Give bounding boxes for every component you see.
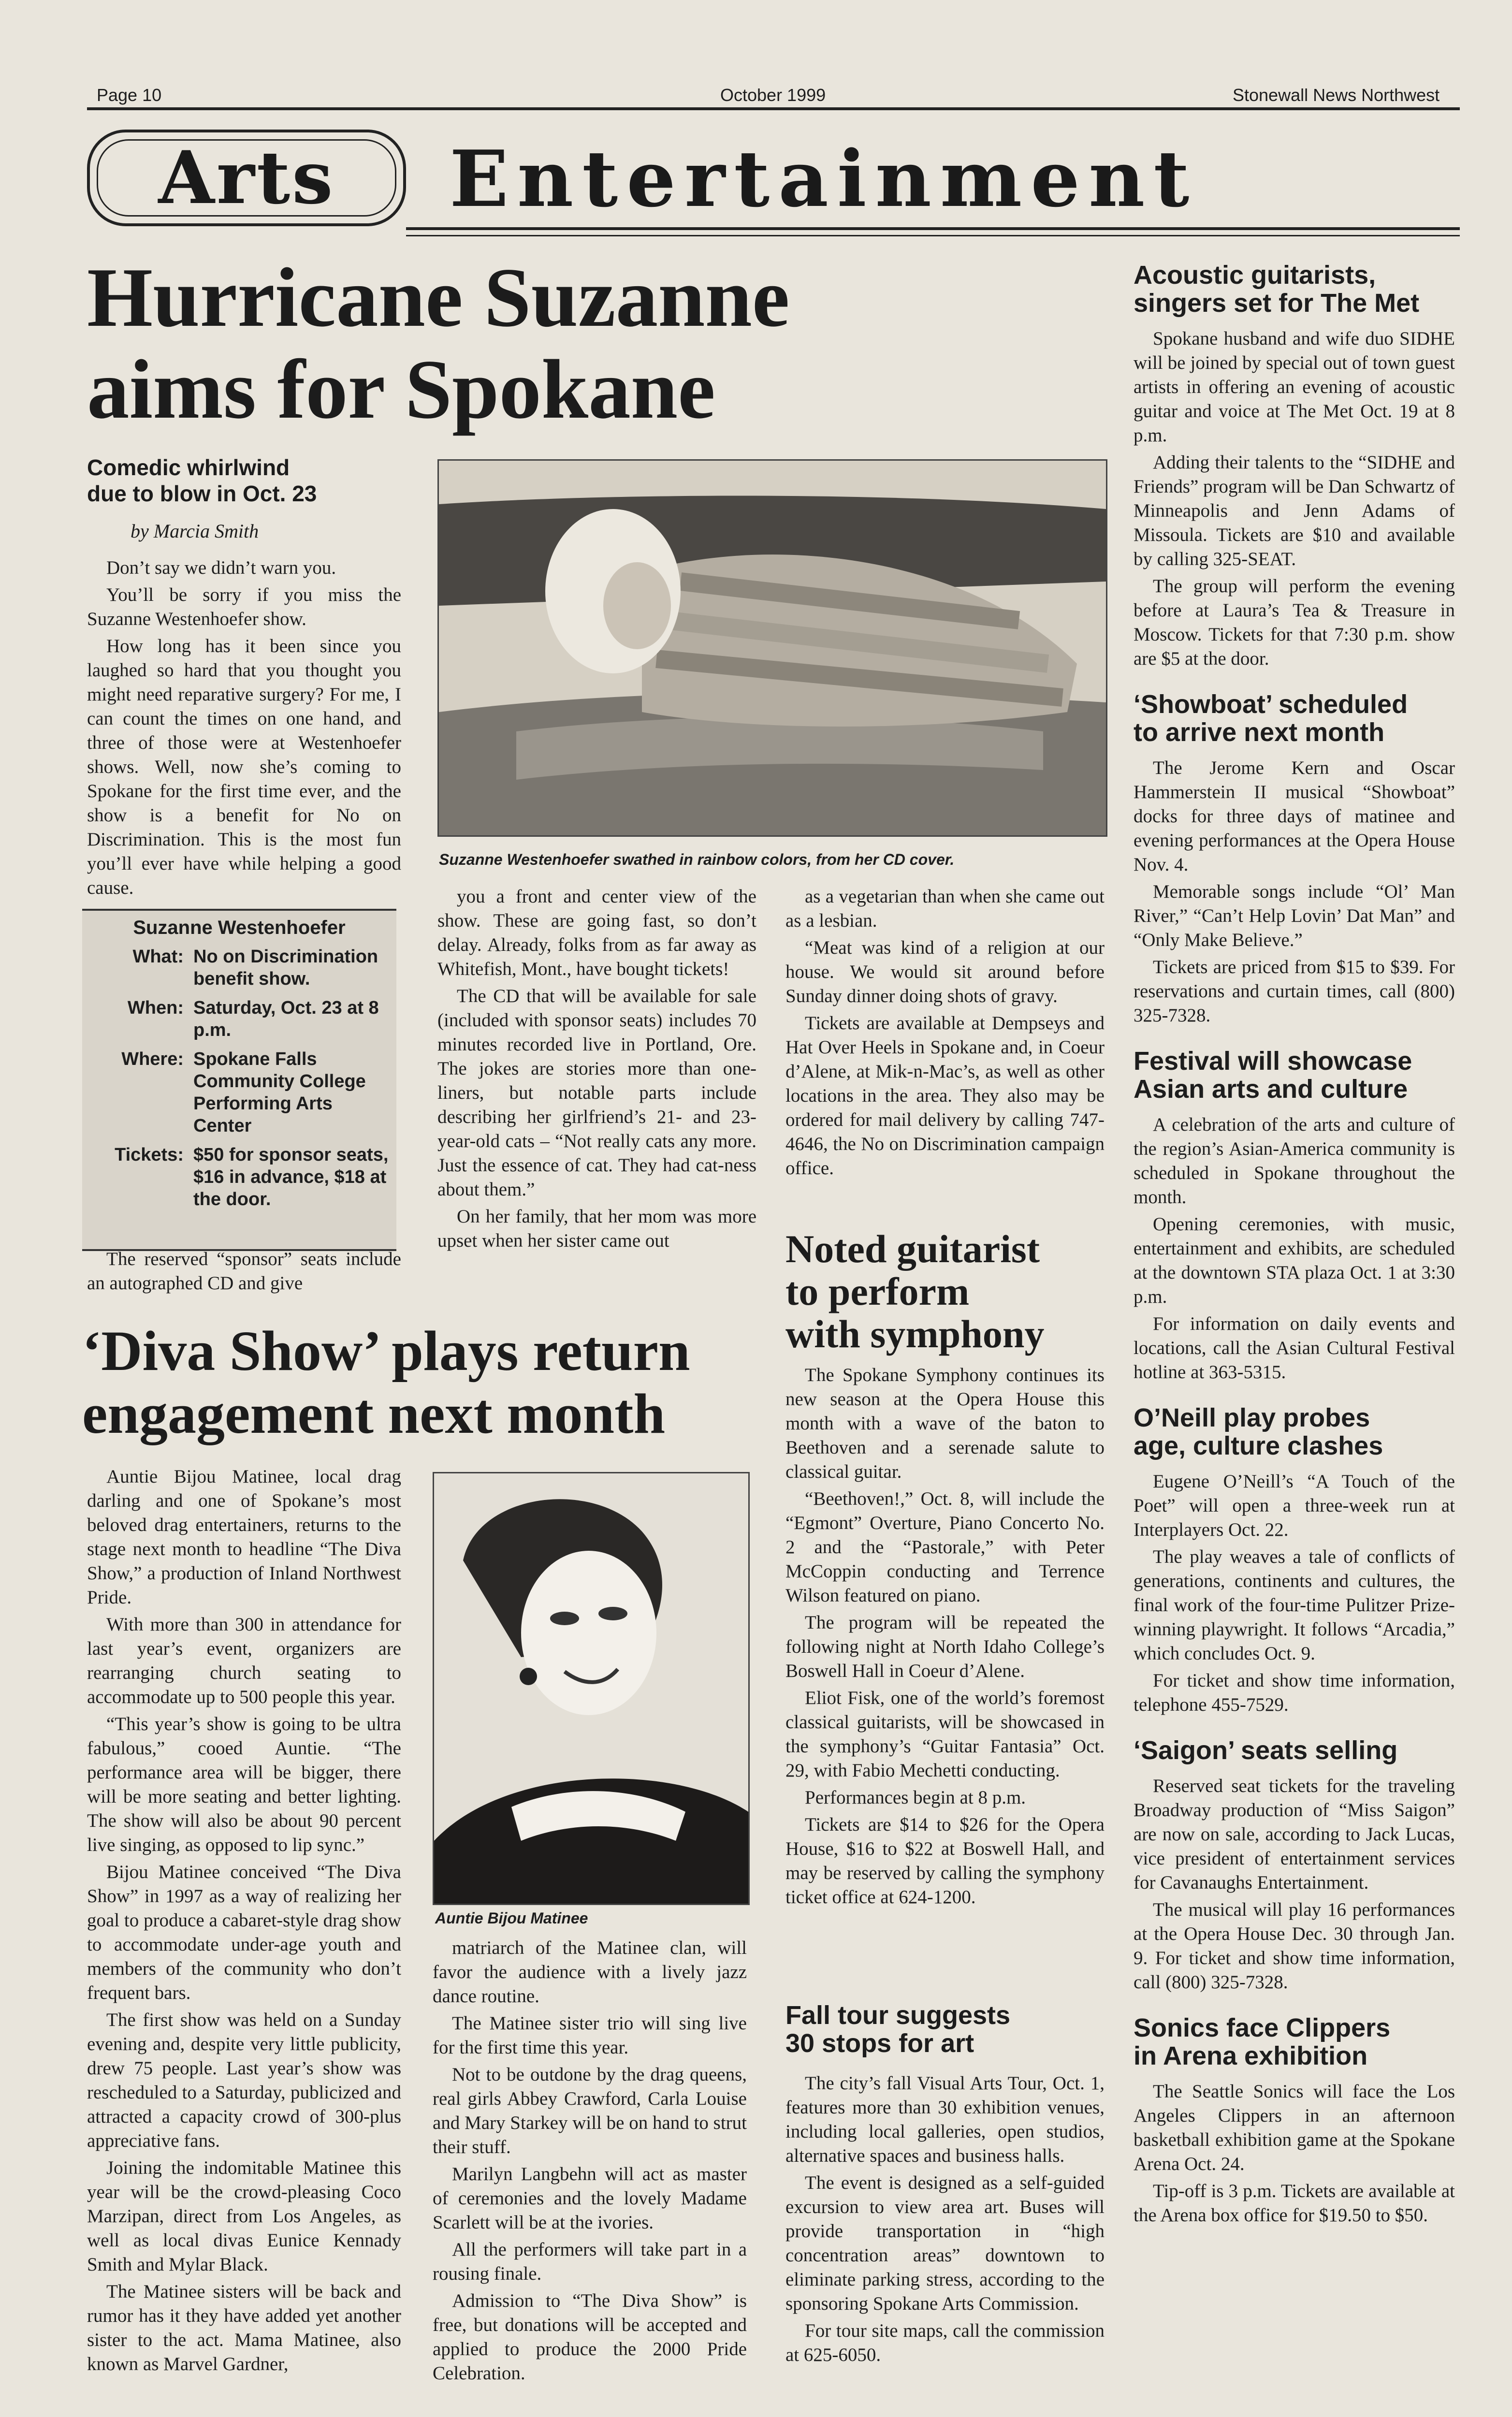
fall-tour-column (785, 2071, 1105, 2370)
paragraph: Bijou Matinee conceived “The Diva Show” in 1997 as a way of realizing her goal to produce a cabaret-style drag show to accommodate under-age youth and members of the community who don’t frequent bars. (87, 1862, 401, 2003)
lead-column-1 (87, 556, 401, 903)
paragraph: Marilyn Langbehn will act as master of ceremonies and the lovely Madame Scarlett will be at the ivories. (433, 2164, 747, 2233)
paragraph: Tickets are priced from $15 to $39. For reservations and curtain times, call (800) 325-7328. (1134, 957, 1455, 1026)
paragraph: Performances begin at 8 p.m. (805, 1787, 1026, 1808)
paragraph: Memorable songs include “Ol’ Man River,” “Can’t Help Lovin’ Dat Man” and “Only Make Believe.” (1134, 881, 1455, 950)
diva-photo-caption: Auntie Bijou Matinee (435, 1909, 588, 1927)
paragraph: Joining the indomitable Matinee this year will be the crowd-pleasing Coco Marzipan, direct from Los Angeles, as well as local divas Eunice Kennady Smith and Mylar Black. (87, 2157, 401, 2275)
paragraph: Admission to “The Diva Show” is free, but donations will be accepted and applied to produce the 2000 Pride Celebration. (433, 2290, 747, 2384)
paragraph: Spokane husband and wife duo SIDHE will be joined by special out of town guest artists in offering an evening of acoustic guitar and voice at The Met Oct. 19 at 8 p.m. (1134, 328, 1455, 446)
paragraph: Tip-off is 3 p.m. Tickets are available at the Arena box office for $19.50 to $50. (1134, 2181, 1455, 2226)
brief-headline: ‘Saigon’ seats selling (1134, 1736, 1398, 1765)
paragraph: The musical will play 16 performances at the Opera House Dec. 30 through Jan. 9. For ticket and show time information, call (800) 325-7328. (1134, 1899, 1455, 1993)
brief-headline: Acoustic guitarists, singers set for The Met (1134, 261, 1420, 318)
paragraph: Opening ceremonies, with music, entertainment and exhibits, are scheduled at the downtown STA plaza Oct. 1 at 3:30 p.m. (1134, 1214, 1455, 1307)
paragraph: How long has it been since you laughed so hard that you thought you might need reparative surgery? For me, I can count the times on one hand, and three of those were at Westenhoefer shows. Well, now she’s coming to Spokane for the first time ever, and the show is a benefit for No on Discrimination. This is the most fun you’ll ever have while helping a good cause. (87, 636, 401, 898)
byline: by Marcia Smith (131, 520, 259, 542)
lead-subhead: Comedic whirlwind due to blow in Oct. 23 (87, 455, 317, 506)
info-when: Saturday, Oct. 23 at 8 p.m. (193, 998, 379, 1040)
paragraph: Eliot Fisk, one of the world’s foremost classical guitarists, will be showcased in the symphony’s “Guitar Fantasia” Oct. 29, with Fabio Mechetti conducting. (785, 1688, 1105, 1781)
guitarist-headline: Noted guitarist to perform with symphony (785, 1227, 1045, 1356)
paragraph: The CD that will be available for sale (included with sponsor seats) includes 70 minutes recorded live in Portland, Ore. The jokes are stories more than one-liners, but notable parts include describing her girlfriend’s 21- and 23-year-old cats – “Not really cats any more. Just the essence of cat. They had cat-ness about them.” (437, 986, 756, 1200)
rainbow-blanket-image (439, 461, 1106, 835)
arts-logo-text: Arts (158, 135, 335, 220)
paragraph: All the performers will take part in a rousing finale. (433, 2239, 747, 2284)
paragraph: Don’t say we didn’t warn you. (106, 557, 336, 578)
paragraph: On her family, that her mom was more upset when her sister came out (437, 1206, 756, 1251)
paragraph: matriarch of the Matinee clan, will favor the audience with a lively jazz dance routine. (433, 1937, 747, 2007)
paragraph: The Matinee sisters will be back and rumor has it they have added yet another sister to the act. Mama Matinee, also known as Marvel Gardner, (87, 2281, 401, 2374)
paragraph: The group will perform the evening before at Laura’s Tea & Treasure in Moscow. Tickets for that 7:30 p.m. show are $5 at the door. (1134, 576, 1455, 669)
paragraph: as a vegetarian than when she came out as a lesbian. (785, 886, 1105, 931)
lead-photo-caption: Suzanne Westenhoefer swathed in rainbow colors, from her CD cover. (439, 851, 955, 868)
paragraph: The Matinee sister trio will sing live for the first time this year. (433, 2013, 747, 2058)
paragraph: For ticket and show time information, telephone 455-7529. (1134, 1670, 1455, 1715)
suzanne-photo (437, 459, 1107, 837)
banner-rule (406, 227, 1460, 230)
sidebar-briefs (1134, 261, 1455, 2230)
lead-column-1-continued: The reserved “sponsor” seats include an autographed CD and give (87, 1249, 401, 1294)
paragraph: The Seattle Sonics will face the Los Angeles Clippers in an afternoon basketball exhibition game at the Spokane Arena Oct. 24. (1134, 2081, 1455, 2174)
diva-headline: ‘Diva Show’ plays return engagement next month (82, 1319, 690, 1445)
issue-date: October 1999 (720, 85, 826, 105)
event-info-box: Suzanne Westenhoefer What: No on Discrimination benefit show. When: Saturday, Oct. 23 at 8 p.m. Where: Spokane Falls Community College Performing Arts Center Tickets: $50 for sponsor seats, $16 in advance, $18 at the door. (82, 909, 396, 1251)
lead-column-2 (437, 885, 756, 1256)
paragraph: The city’s fall Visual Arts Tour, Oct. 1, features more than 30 exhibition venues, including local galleries, open studios, alternative spaces and business halls. (785, 2073, 1105, 2166)
header-rule (87, 107, 1460, 110)
paragraph: The Jerome Kern and Oscar Hammerstein II musical “Showboat” docks for three days of matinee and evening performances at the Opera House Nov. 4. (1134, 757, 1455, 875)
paragraph: “Beethoven!,” Oct. 8, will include the “Egmont” Overture, Piano Concerto No. 2 and the “Pastorale,” with Peter McCoppin conducting and Terrence Wilson featured on piano. (785, 1488, 1105, 1606)
paragraph: With more than 300 in attendance for last year’s event, organizers are rearranging church seating to accommodate up to 500 people this year. (87, 1614, 401, 1707)
brief-headline: Festival will showcase Asian arts and culture (1134, 1047, 1412, 1104)
diva-column-1 (87, 1465, 401, 2379)
brief-headline: O’Neill play probes age, culture clashes (1134, 1403, 1383, 1460)
paragraph: you a front and center view of the show. These are going fast, so don’t delay. Already, folks from as far away as Whitefish, Mont., have bought tickets! (437, 886, 756, 979)
paragraph: The Spokane Symphony continues its new season at the Opera House this month with a wave of the baton to Beethoven and a serenade salute to classical guitar. (785, 1365, 1105, 1482)
paragraph: The event is designed as a self-guided excursion to view area art. Buses will provide transportation in “high concentration areas” downtown to eliminate parking stress, according to the sponsoring Spokane Arts Commission. (785, 2172, 1105, 2314)
info-title: Suzanne Westenhoefer (133, 917, 346, 938)
arts-logo (87, 130, 406, 226)
paragraph: Adding their talents to the “SIDHE and Friends” program will be Dan Schwartz of Minneapolis and Jenn Adams of Missoula. Tickets are $10 and available by calling 325-SEAT. (1134, 452, 1455, 569)
brief-headline: Sonics face Clippers in Arena exhibition (1134, 2013, 1391, 2070)
diva-column-2 (433, 1936, 747, 2388)
paragraph: The play weaves a tale of conflicts of generations, continents and cultures, the final work of the four-time Pulitzer Prize-winning playwright. It follows “Arcadia,” which concludes Oct. 9. (1134, 1546, 1455, 1664)
paragraph: “This year’s show is going to be ultra fabulous,” cooed Auntie. “The performance area will be bigger, there will be more seating and better lighting. The show will also be about 90 percent live singing, as opposed to lip sync.” (87, 1714, 401, 1855)
paragraph: Tickets are $14 to $26 for the Opera House, $16 to $22 at Boswell Hall, and may be reserved by calling the symphony ticket office at 624-1200. (785, 1814, 1105, 1907)
drag-performer-image (434, 1473, 748, 1904)
paragraph: A celebration of the arts and culture of the region’s Asian-America community is scheduled in Spokane throughout the month. (1134, 1114, 1455, 1208)
info-tickets: $50 for sponsor seats, $16 in advance, $18 at the door. (193, 1145, 389, 1209)
fall-tour-headline: Fall tour suggests 30 stops for art (785, 2001, 1011, 2058)
paragraph: Auntie Bijou Matinee, local drag darling and one of Spokane’s most beloved drag entertainers, returns to the stage next month to headline “The Diva Show,” a production of Inland Northwest Pride. (87, 1466, 401, 1608)
lead-column-3 (785, 885, 1105, 1183)
paragraph: You’ll be sorry if you miss the Suzanne Westenhoefer show. (87, 584, 401, 629)
publication-name: Stonewall News Northwest (1233, 85, 1440, 105)
section-title: Entertainment (450, 133, 1198, 224)
lead-headline: Hurricane Suzanne aims for Spokane (87, 250, 790, 436)
paragraph: For tour site maps, call the commission at 625-6050. (785, 2320, 1105, 2365)
paragraph: Tickets are available at Dempseys and Hat Over Heels in Spokane and, in Coeur d’Alene, at Mik-n-Mac’s, as well as other locations in the area. They also may be ordered for mail delivery by calling 747-4646, the No on Discrimination campaign office. (785, 1013, 1105, 1179)
paragraph: The first show was held on a Sunday evening and, despite very little publicity, drew 75 people. Last year’s show was rescheduled to a Saturday, publicized and attracted a capacity crowd of 300-plus appreciative fans. (87, 2009, 401, 2151)
paragraph: Eugene O’Neill’s “A Touch of the Poet” will open a three-week run at Interplayers Oct. 22. (1134, 1471, 1455, 1540)
brief-headline: ‘Showboat’ scheduled to arrive next month (1134, 690, 1408, 747)
guitarist-column (785, 1363, 1105, 1912)
auntie-bijou-photo (433, 1472, 750, 1905)
page-number: Page 10 (97, 85, 162, 105)
paragraph: For information on daily events and locations, call the Asian Cultural Festival hotline at 363-5315. (1134, 1313, 1455, 1383)
paragraph: Not to be outdone by the drag queens, real girls Abbey Crawford, Carla Louise and Mary Starkey will be on hand to strut their stuff. (433, 2064, 747, 2157)
info-where: Spokane Falls Community College Performing Arts Center (193, 1049, 366, 1136)
paragraph: Reserved seat tickets for the traveling Broadway production of “Miss Saigon” are now on sale, according to Jack Lucas, vice president of entertainment services for Cavanaughs Entertainment. (1134, 1776, 1455, 1893)
info-what: No on Discrimination benefit show. (193, 946, 378, 989)
paragraph: The program will be repeated the following night at North Idaho College’s Boswell Hall in Coeur d’Alene. (785, 1612, 1105, 1681)
paragraph: “Meat was kind of a religion at our house. We would sit around before Sunday dinner doing shots of gravy. (785, 937, 1105, 1006)
